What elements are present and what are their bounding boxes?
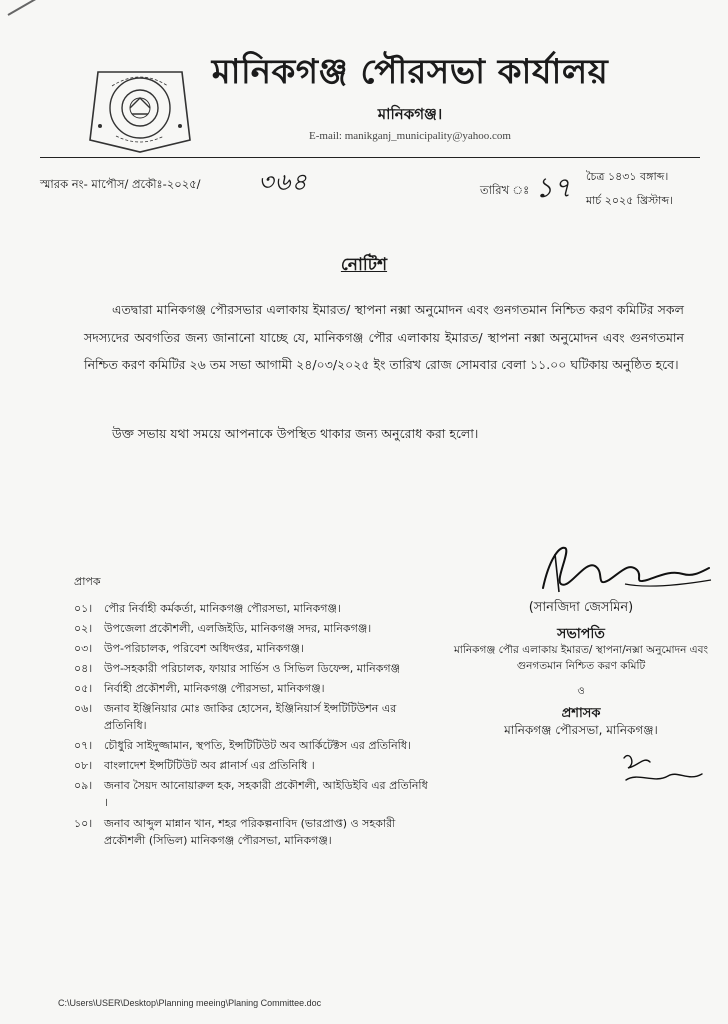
- file-path-footer: C:\Users\USER\Desktop\Planning meeing\Planing Committee.doc: [58, 998, 322, 1008]
- corner-scratch: [8, 0, 47, 16]
- header-divider: [40, 157, 700, 158]
- list-item: [74, 680, 434, 697]
- office-title: মানিকগঞ্জ পৌরসভা কার্যালয়: [211, 52, 609, 92]
- recipient-number: ০৪।: [74, 662, 93, 676]
- recipient-text: চৌধুরি সাইদুজ্জামান, স্থপতি, ইন্সটিটিউট অব আর্কিটেক্টস এর প্রতিনিধি।: [104, 739, 411, 753]
- recipient-text: নির্বাহী প্রকৌশলী, মানিকগঞ্জ পৌরসভা, মানিকগঞ্জ।: [104, 682, 325, 696]
- list-item: [74, 620, 434, 637]
- handwritten-signature: [525, 540, 715, 600]
- memo-label: স্মারক নং- মাপৌস/ প্রকৌঃ-২০২৫/: [40, 177, 201, 191]
- notice-heading: [0, 252, 728, 280]
- signatory-role: সভাপতি: [557, 626, 605, 642]
- recipient-number: ০১।: [74, 602, 93, 615]
- recipient-number: ০৫।: [74, 682, 93, 696]
- recipient-number: ১০।: [74, 816, 93, 830]
- committee-description: মানিকগঞ্জ পৌর এলাকায় ইমারত/ স্থাপনা/নক্সা অনুমোদন এবং গুনগতমান নিশ্চিত করণ কমিটি: [453, 644, 709, 673]
- recipient-text: উপ-পরিচালক, পরিবেশ অধিদপ্তর, মানিকগঞ্জ।: [104, 642, 304, 656]
- recipient-number: ০৮।: [74, 759, 93, 773]
- recipient-text: উপজেলা প্রকৌশলী, এলজিইডি, মানিকগঞ্জ সদর, মানিকগঞ্জ।: [104, 622, 372, 636]
- office-subtitle: মানিকগঞ্জ।: [377, 105, 443, 123]
- notice-paragraph-2: উক্ত সভায় যথা সময়ে আপনাকে উপস্থিত থাকার জন্য অনুরোধ করা হলো।: [112, 426, 479, 441]
- list-item: [74, 640, 434, 657]
- signatory-organization: মানিকগঞ্জ পৌরসভা, মানিকগঞ্জ।: [504, 723, 658, 737]
- notice-heading-text: নোটিশ: [340, 255, 388, 275]
- office-email: E-mail: manikganj_municipality@yahoo.com: [309, 130, 511, 142]
- date-day-handwritten: ১৭: [535, 171, 572, 204]
- recipient-text: বাংলাদেশ ইন্সটিটিউট অব প্লানার্স এর প্রতিনিধি ।: [104, 759, 315, 773]
- list-item: [74, 815, 434, 849]
- recipient-number: ০৯।: [74, 779, 93, 793]
- municipality-seal-icon: [84, 62, 196, 156]
- recipient-number: ০৩।: [74, 642, 93, 656]
- recipients-title: প্রাপক: [74, 575, 101, 588]
- date-english: মার্চ ২০২৫ খ্রিস্টাব্দ।: [586, 194, 673, 207]
- recipient-number: ০৬।: [74, 702, 93, 716]
- list-item: [74, 600, 434, 617]
- signatory-name: (সানজিদা জেসমিন): [528, 600, 634, 615]
- recipient-text: জনাব সৈয়দ আনোয়ারুল হক, সহকারী প্রকৌশলী, আইডিইবি এর প্রতিনিধি ।: [104, 779, 428, 810]
- recipient-text: পৌর নির্বাহী কর্মকর্তা, মানিকগঞ্জ পৌরসভা, মানিকগঞ্জ।: [104, 602, 341, 615]
- recipient-text: উপ-সহকারী পরিচালক, ফায়ার সার্ভিস ও সিভিল ডিফেন্স, মানিকগঞ্জ: [104, 662, 401, 676]
- date-label: তারিখ ঃ: [480, 183, 530, 197]
- notice-paragraph-1: এতদ্বারা মানিকগঞ্জ পৌরসভার এলাকায় ইমারত/ স্থাপনা নক্সা অনুমোদন এবং গুনগতমান নিশ্চিত করণ কমিটির সকল সদস্যদের অবগতির জন্য জানানো যাচ্ছে যে, মানিকগঞ্জ পৌর এলাকায় ইমারত/ স্থাপনা নক্সা অনুমোদন এবং গুনগতমান নিশ্চিত করণ কমিটির ২৬ তম সভা আগামী ২৪/০৩/২০২৫ ইং তারিখ রোজ সোমবার বেলা ১১.০০ ঘটিকায় অনুষ্ঠিত হবে।: [84, 302, 684, 372]
- recipient-number: ০৭।: [74, 739, 93, 753]
- handwritten-initials: [618, 748, 708, 790]
- list-item: [74, 757, 434, 774]
- recipients-list: [74, 600, 434, 852]
- list-item: [74, 777, 434, 811]
- date-bangla: চৈত্র ১৪৩১ বঙ্গাব্দ।: [586, 170, 669, 183]
- recipient-text: জনাব আব্দুল মান্নান খান, শহর পরিকল্পনাবিদ (ভারপ্রাপ্ত) ও সহকারী প্রকৌশলী (সিভিল) মানিকগঞ্জ পৌরসভা, মানিকগঞ্জ।: [104, 816, 396, 847]
- memo-number-handwritten: ৩৬৪: [258, 168, 308, 196]
- list-item: [74, 700, 434, 734]
- recipient-number: ০২।: [74, 622, 93, 636]
- recipient-text: জনাব ইঞ্জিনিয়ার মোঃ জাকির হোসেন, ইঞ্জিনিয়ার্স ইন্সটিটিউশন এর প্রতিনিধি।: [104, 702, 397, 733]
- signatory-conjunction: ও: [577, 686, 585, 697]
- signatory-role-2: প্রশাসক: [561, 706, 601, 721]
- list-item: [74, 737, 434, 754]
- list-item: [74, 660, 434, 677]
